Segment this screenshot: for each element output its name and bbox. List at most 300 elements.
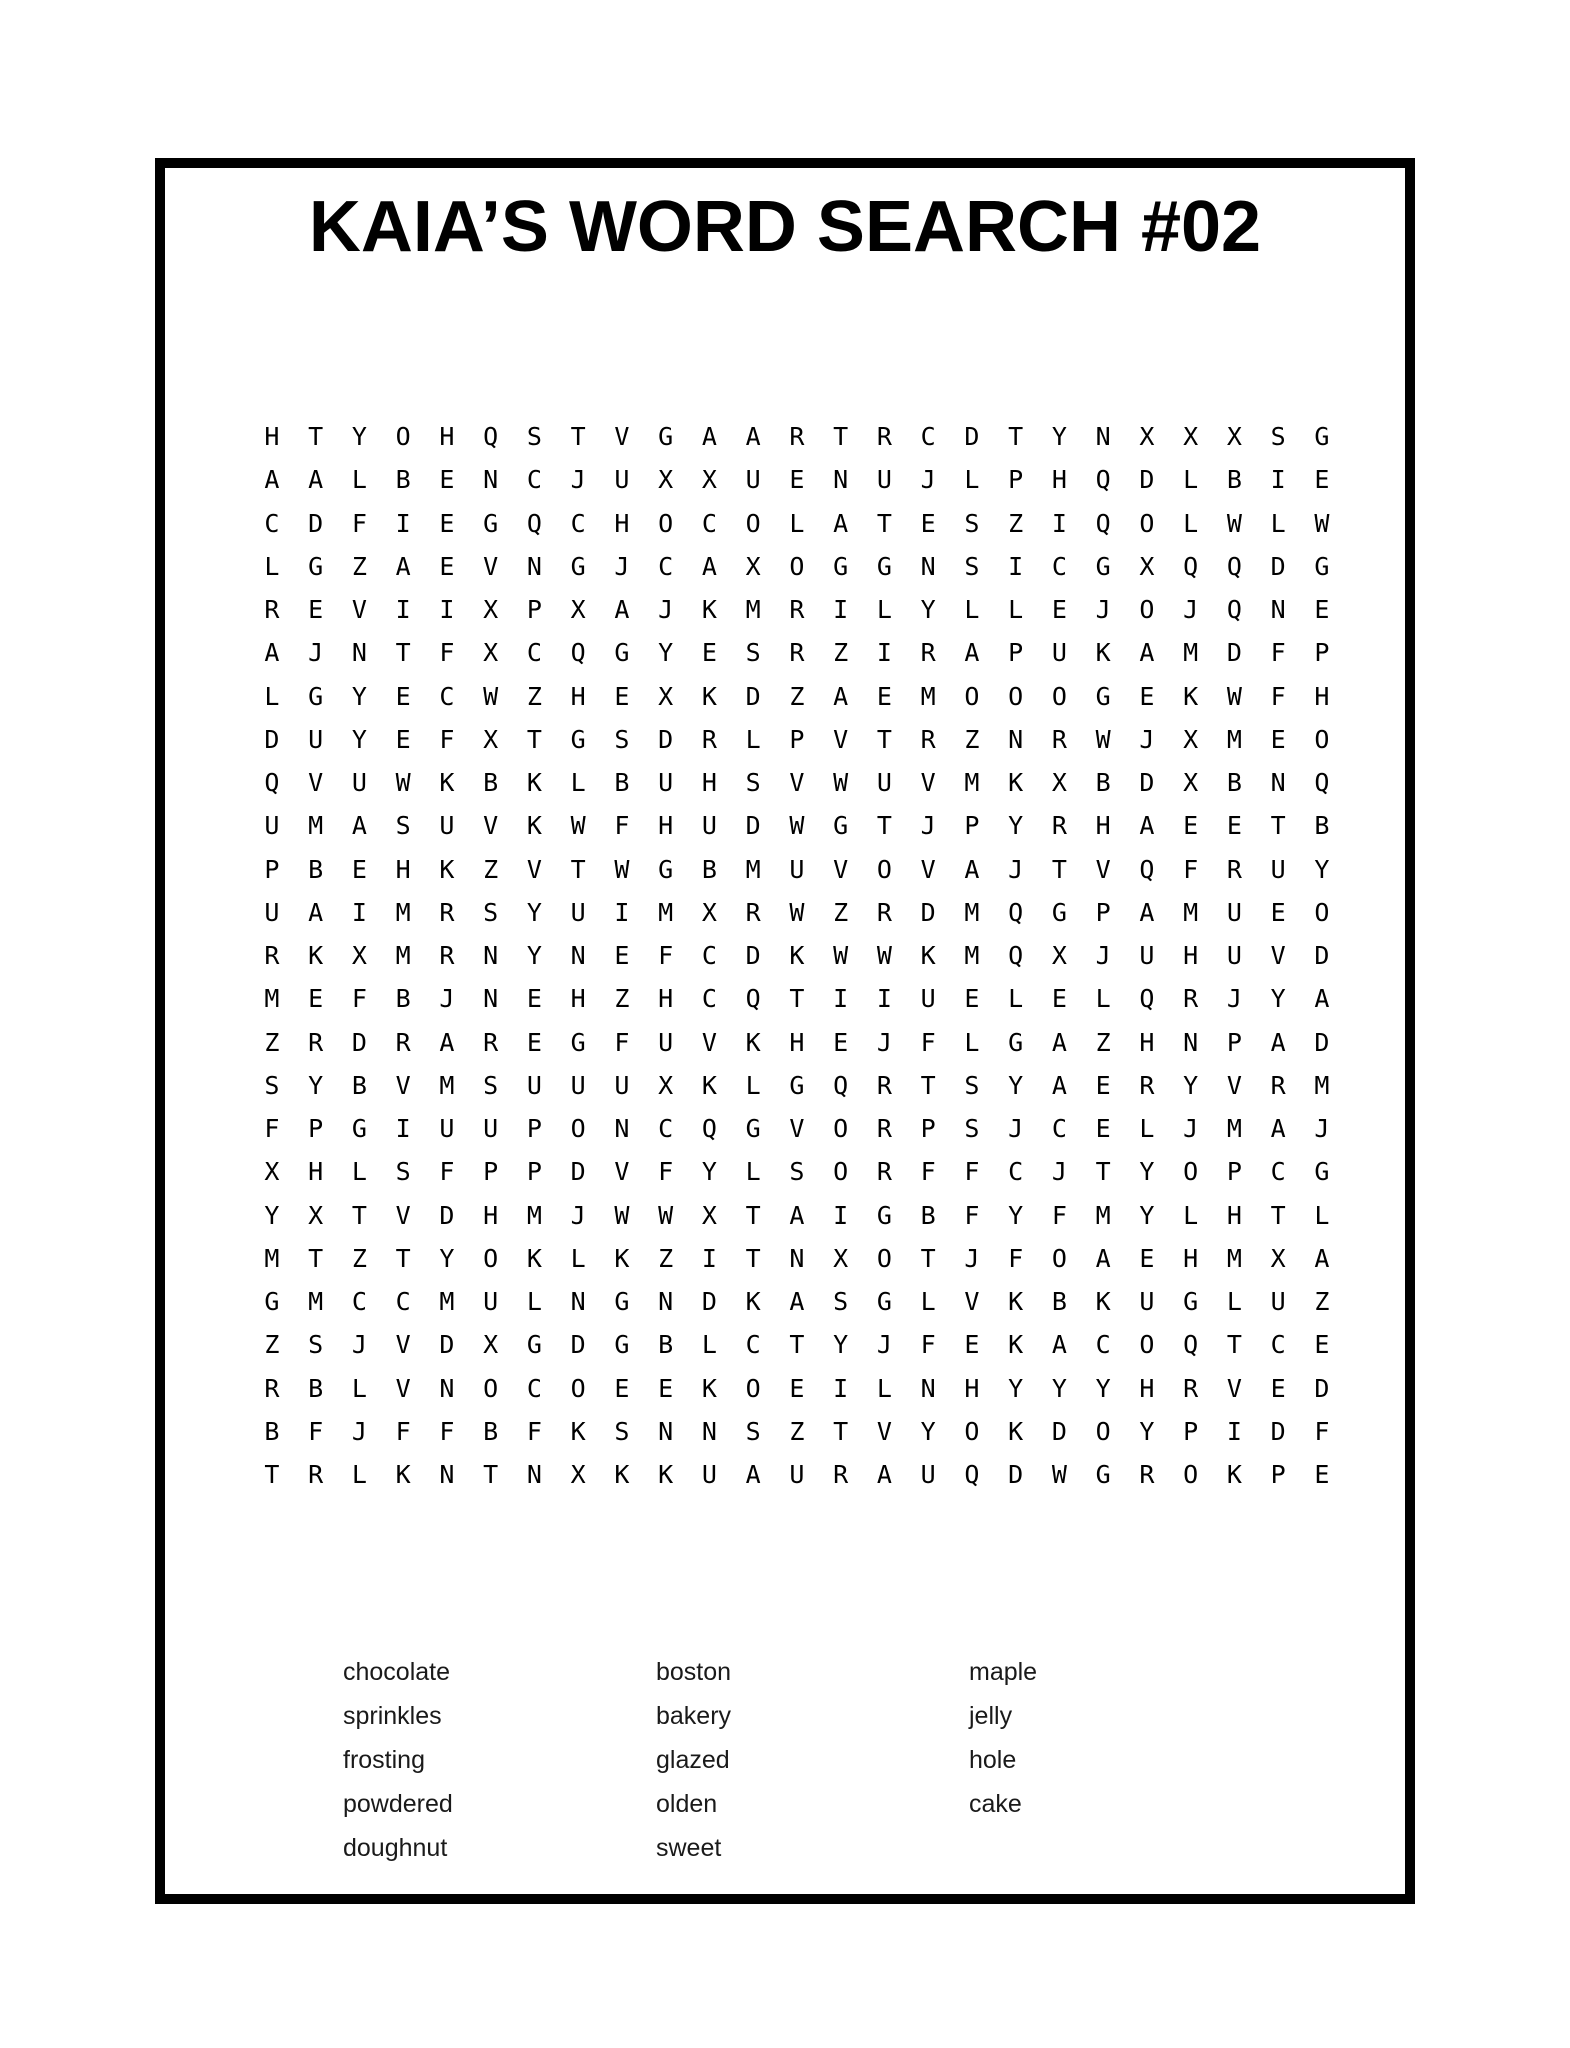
grid-letter[interactable]: U: [264, 811, 280, 841]
grid-letter[interactable]: U: [876, 465, 892, 495]
grid-letter[interactable]: V: [1095, 854, 1111, 884]
grid-letter[interactable]: C: [658, 551, 674, 581]
grid-letter[interactable]: S: [483, 1070, 499, 1100]
grid-letter[interactable]: G: [789, 1070, 805, 1100]
grid-letter[interactable]: E: [1314, 1460, 1330, 1489]
grid-letter[interactable]: O: [876, 854, 892, 884]
grid-letter[interactable]: E: [1183, 811, 1199, 841]
grid-letter[interactable]: N: [1183, 1027, 1199, 1057]
grid-letter[interactable]: D: [1139, 768, 1155, 797]
grid-letter[interactable]: L: [1183, 508, 1199, 538]
grid-letter[interactable]: O: [1314, 724, 1330, 754]
grid-letter[interactable]: B: [1051, 1287, 1067, 1316]
grid-letter[interactable]: E: [964, 984, 980, 1014]
grid-letter[interactable]: L: [1314, 1200, 1330, 1230]
grid-letter[interactable]: Y: [351, 724, 367, 754]
grid-letter[interactable]: X: [658, 681, 674, 711]
grid-letter[interactable]: U: [1226, 897, 1242, 927]
grid-letter[interactable]: L: [351, 1373, 367, 1403]
grid-letter[interactable]: F: [614, 1027, 630, 1057]
grid-letter[interactable]: V: [395, 1373, 411, 1403]
grid-letter[interactable]: Y: [658, 638, 674, 668]
grid-letter[interactable]: Z: [614, 984, 630, 1014]
grid-letter[interactable]: J: [1051, 1157, 1067, 1187]
grid-letter[interactable]: Y: [1051, 422, 1067, 451]
grid-letter[interactable]: Q: [483, 422, 499, 451]
grid-letter[interactable]: L: [876, 595, 892, 624]
grid-letter[interactable]: G: [658, 854, 674, 884]
grid-letter[interactable]: R: [1139, 1460, 1155, 1489]
grid-letter[interactable]: Y: [264, 1200, 280, 1230]
grid-letter[interactable]: J: [1095, 941, 1111, 970]
grid-letter[interactable]: G: [745, 1114, 761, 1143]
grid-letter[interactable]: F: [1314, 1416, 1330, 1446]
grid-letter[interactable]: Y: [1008, 1070, 1024, 1100]
grid-letter[interactable]: X: [483, 595, 499, 624]
grid-letter[interactable]: Y: [1095, 1373, 1111, 1403]
grid-letter[interactable]: R: [920, 638, 936, 668]
grid-letter[interactable]: X: [1051, 941, 1067, 970]
grid-letter[interactable]: V: [614, 422, 630, 451]
grid-letter[interactable]: E: [439, 551, 455, 581]
grid-letter[interactable]: G: [351, 1114, 367, 1143]
grid-letter[interactable]: D: [439, 1330, 455, 1360]
grid-letter[interactable]: Y: [1008, 811, 1024, 841]
grid-letter[interactable]: B: [658, 1330, 674, 1360]
grid-letter[interactable]: U: [745, 465, 761, 495]
grid-letter[interactable]: P: [1095, 897, 1111, 927]
grid-letter[interactable]: E: [1095, 1070, 1111, 1100]
grid-letter[interactable]: T: [1008, 422, 1024, 451]
grid-letter[interactable]: O: [745, 508, 761, 538]
grid-letter[interactable]: R: [876, 897, 892, 927]
grid-letter[interactable]: G: [876, 1287, 892, 1316]
grid-letter[interactable]: M: [920, 681, 936, 711]
grid-letter[interactable]: F: [351, 984, 367, 1014]
grid-letter[interactable]: Y: [526, 941, 542, 970]
grid-letter[interactable]: V: [964, 1287, 980, 1316]
grid-letter[interactable]: Q: [1139, 854, 1155, 884]
grid-letter[interactable]: B: [351, 1070, 367, 1100]
grid-letter[interactable]: B: [614, 768, 630, 797]
grid-letter[interactable]: G: [876, 551, 892, 581]
grid-letter[interactable]: V: [395, 1200, 411, 1230]
grid-letter[interactable]: V: [920, 854, 936, 884]
grid-letter[interactable]: I: [614, 897, 630, 927]
grid-letter[interactable]: H: [1226, 1200, 1242, 1230]
grid-letter[interactable]: H: [570, 984, 586, 1014]
grid-letter[interactable]: K: [570, 1416, 586, 1446]
grid-letter[interactable]: T: [876, 724, 892, 754]
grid-letter[interactable]: X: [1139, 551, 1155, 581]
grid-letter[interactable]: U: [614, 465, 630, 495]
grid-letter[interactable]: D: [570, 1330, 586, 1360]
grid-letter[interactable]: Q: [1183, 1330, 1199, 1360]
grid-letter[interactable]: W: [1226, 508, 1242, 538]
grid-letter[interactable]: M: [658, 897, 674, 927]
grid-letter[interactable]: N: [920, 551, 936, 581]
grid-letter[interactable]: D: [745, 941, 761, 970]
grid-letter[interactable]: X: [658, 1070, 674, 1100]
grid-letter[interactable]: K: [439, 854, 455, 884]
grid-letter[interactable]: B: [308, 854, 324, 884]
grid-letter[interactable]: M: [1095, 1200, 1111, 1230]
grid-letter[interactable]: R: [876, 1070, 892, 1100]
grid-letter[interactable]: R: [308, 1027, 324, 1057]
grid-letter[interactable]: G: [570, 551, 586, 581]
grid-letter[interactable]: O: [658, 508, 674, 538]
grid-letter[interactable]: T: [745, 1200, 761, 1230]
grid-letter[interactable]: W: [833, 768, 849, 797]
grid-letter[interactable]: X: [701, 897, 717, 927]
grid-letter[interactable]: F: [964, 1157, 980, 1187]
grid-letter[interactable]: A: [833, 681, 849, 711]
grid-letter[interactable]: C: [526, 465, 542, 495]
grid-letter[interactable]: E: [876, 681, 892, 711]
grid-letter[interactable]: P: [1008, 638, 1024, 668]
grid-letter[interactable]: U: [701, 811, 717, 841]
grid-letter[interactable]: C: [745, 1330, 761, 1360]
grid-letter[interactable]: E: [701, 638, 717, 668]
grid-letter[interactable]: J: [920, 811, 936, 841]
grid-letter[interactable]: X: [351, 941, 367, 970]
grid-letter[interactable]: W: [570, 811, 586, 841]
grid-letter[interactable]: A: [1314, 1243, 1330, 1273]
grid-letter[interactable]: J: [658, 595, 674, 624]
grid-letter[interactable]: G: [264, 1287, 280, 1316]
grid-letter[interactable]: T: [570, 422, 586, 451]
grid-letter[interactable]: D: [920, 897, 936, 927]
grid-letter[interactable]: Q: [1226, 595, 1242, 624]
grid-letter[interactable]: A: [701, 551, 717, 581]
grid-letter[interactable]: U: [483, 1287, 499, 1316]
grid-letter[interactable]: L: [351, 1460, 367, 1489]
grid-letter[interactable]: K: [1008, 1330, 1024, 1360]
grid-letter[interactable]: A: [1051, 1027, 1067, 1057]
grid-letter[interactable]: Y: [308, 1070, 324, 1100]
grid-letter[interactable]: C: [1270, 1330, 1286, 1360]
grid-letter[interactable]: Z: [1095, 1027, 1111, 1057]
grid-letter[interactable]: J: [1008, 854, 1024, 884]
grid-letter[interactable]: Q: [745, 984, 761, 1014]
grid-letter[interactable]: L: [351, 465, 367, 495]
grid-letter[interactable]: J: [1139, 724, 1155, 754]
grid-letter[interactable]: U: [701, 1460, 717, 1489]
grid-letter[interactable]: G: [833, 811, 849, 841]
grid-letter[interactable]: M: [395, 941, 411, 970]
grid-letter[interactable]: H: [701, 768, 717, 797]
grid-letter[interactable]: W: [789, 811, 805, 841]
grid-letter[interactable]: F: [1270, 638, 1286, 668]
grid-letter[interactable]: I: [876, 638, 892, 668]
grid-letter[interactable]: Q: [1139, 984, 1155, 1014]
grid-letter[interactable]: Z: [833, 897, 849, 927]
grid-letter[interactable]: J: [876, 1330, 892, 1360]
grid-letter[interactable]: Z: [351, 1243, 367, 1273]
grid-letter[interactable]: G: [570, 1027, 586, 1057]
grid-letter[interactable]: B: [395, 465, 411, 495]
grid-letter[interactable]: L: [1139, 1114, 1155, 1143]
grid-letter[interactable]: H: [1139, 1027, 1155, 1057]
grid-letter[interactable]: K: [701, 1373, 717, 1403]
grid-letter[interactable]: B: [920, 1200, 936, 1230]
grid-letter[interactable]: C: [526, 1373, 542, 1403]
grid-letter[interactable]: D: [439, 1200, 455, 1230]
grid-letter[interactable]: Y: [439, 1243, 455, 1273]
grid-letter[interactable]: P: [1183, 1416, 1199, 1446]
grid-letter[interactable]: J: [308, 638, 324, 668]
grid-letter[interactable]: F: [395, 1416, 411, 1446]
grid-letter[interactable]: E: [526, 1027, 542, 1057]
grid-letter[interactable]: X: [570, 595, 586, 624]
grid-letter[interactable]: I: [1051, 508, 1067, 538]
grid-letter[interactable]: T: [876, 508, 892, 538]
grid-letter[interactable]: K: [526, 1243, 542, 1273]
grid-letter[interactable]: N: [789, 1243, 805, 1273]
grid-letter[interactable]: B: [1226, 465, 1242, 495]
grid-letter[interactable]: U: [789, 1460, 805, 1489]
grid-letter[interactable]: X: [833, 1243, 849, 1273]
grid-letter[interactable]: K: [701, 1070, 717, 1100]
grid-letter[interactable]: R: [1051, 811, 1067, 841]
grid-letter[interactable]: T: [789, 984, 805, 1014]
grid-letter[interactable]: J: [920, 465, 936, 495]
grid-letter[interactable]: M: [1226, 1114, 1242, 1143]
grid-letter[interactable]: T: [833, 422, 849, 451]
grid-letter[interactable]: G: [308, 681, 324, 711]
grid-letter[interactable]: P: [526, 1157, 542, 1187]
grid-letter[interactable]: A: [789, 1287, 805, 1316]
grid-letter[interactable]: I: [395, 1114, 411, 1143]
grid-letter[interactable]: Z: [1314, 1287, 1330, 1316]
grid-letter[interactable]: U: [570, 1070, 586, 1100]
grid-letter[interactable]: J: [570, 1200, 586, 1230]
grid-letter[interactable]: K: [526, 768, 542, 797]
grid-letter[interactable]: A: [1051, 1070, 1067, 1100]
grid-letter[interactable]: J: [1183, 595, 1199, 624]
grid-letter[interactable]: Y: [1051, 1373, 1067, 1403]
grid-letter[interactable]: O: [1008, 681, 1024, 711]
grid-letter[interactable]: N: [526, 551, 542, 581]
grid-letter[interactable]: H: [439, 422, 455, 451]
grid-letter[interactable]: T: [1051, 854, 1067, 884]
grid-letter[interactable]: E: [833, 1027, 849, 1057]
grid-letter[interactable]: R: [264, 1373, 280, 1403]
grid-letter[interactable]: C: [658, 1114, 674, 1143]
grid-letter[interactable]: V: [483, 551, 499, 581]
grid-letter[interactable]: G: [1183, 1287, 1199, 1316]
grid-letter[interactable]: M: [1314, 1070, 1330, 1100]
grid-letter[interactable]: X: [745, 551, 761, 581]
grid-letter[interactable]: B: [1314, 811, 1330, 841]
grid-letter[interactable]: T: [833, 1416, 849, 1446]
grid-letter[interactable]: S: [526, 422, 542, 451]
grid-letter[interactable]: V: [308, 768, 324, 797]
grid-letter[interactable]: M: [1183, 897, 1199, 927]
grid-letter[interactable]: U: [439, 811, 455, 841]
grid-letter[interactable]: B: [1226, 768, 1242, 797]
grid-letter[interactable]: W: [1095, 724, 1111, 754]
grid-letter[interactable]: R: [1226, 854, 1242, 884]
grid-letter[interactable]: K: [1095, 638, 1111, 668]
grid-letter[interactable]: S: [1270, 422, 1286, 451]
grid-letter[interactable]: S: [964, 551, 980, 581]
grid-letter[interactable]: E: [439, 465, 455, 495]
grid-letter[interactable]: S: [395, 1157, 411, 1187]
grid-letter[interactable]: Q: [1183, 551, 1199, 581]
grid-letter[interactable]: I: [833, 595, 849, 624]
grid-letter[interactable]: M: [264, 1243, 280, 1273]
grid-letter[interactable]: O: [1314, 897, 1330, 927]
grid-letter[interactable]: Q: [964, 1460, 980, 1489]
grid-letter[interactable]: X: [308, 1200, 324, 1230]
grid-letter[interactable]: U: [789, 854, 805, 884]
grid-letter[interactable]: J: [1183, 1114, 1199, 1143]
grid-letter[interactable]: T: [876, 811, 892, 841]
grid-letter[interactable]: B: [264, 1416, 280, 1446]
grid-letter[interactable]: C: [701, 984, 717, 1014]
grid-letter[interactable]: L: [264, 551, 280, 581]
grid-letter[interactable]: N: [1270, 595, 1286, 624]
grid-letter[interactable]: B: [1095, 768, 1111, 797]
grid-letter[interactable]: U: [1270, 854, 1286, 884]
grid-letter[interactable]: O: [1139, 1330, 1155, 1360]
grid-letter[interactable]: V: [395, 1330, 411, 1360]
grid-letter[interactable]: L: [745, 1070, 761, 1100]
grid-letter[interactable]: A: [1139, 897, 1155, 927]
grid-letter[interactable]: H: [964, 1373, 980, 1403]
grid-letter[interactable]: E: [1139, 681, 1155, 711]
grid-letter[interactable]: W: [395, 768, 411, 797]
grid-letter[interactable]: W: [1051, 1460, 1067, 1489]
grid-letter[interactable]: U: [308, 724, 324, 754]
grid-letter[interactable]: N: [570, 941, 586, 970]
grid-letter[interactable]: A: [264, 465, 280, 495]
grid-letter[interactable]: O: [395, 422, 411, 451]
grid-letter[interactable]: Y: [920, 1416, 936, 1446]
grid-letter[interactable]: G: [526, 1330, 542, 1360]
grid-letter[interactable]: F: [439, 724, 455, 754]
grid-letter[interactable]: K: [701, 595, 717, 624]
grid-letter[interactable]: L: [526, 1287, 542, 1316]
grid-letter[interactable]: L: [1183, 465, 1199, 495]
grid-letter[interactable]: M: [526, 1200, 542, 1230]
grid-letter[interactable]: G: [1314, 551, 1330, 581]
grid-letter[interactable]: X: [658, 465, 674, 495]
grid-letter[interactable]: G: [658, 422, 674, 451]
grid-letter[interactable]: V: [876, 1416, 892, 1446]
grid-letter[interactable]: Y: [1139, 1157, 1155, 1187]
grid-letter[interactable]: V: [1226, 1070, 1242, 1100]
grid-letter[interactable]: F: [920, 1157, 936, 1187]
grid-letter[interactable]: A: [745, 1460, 761, 1489]
grid-letter[interactable]: M: [439, 1287, 455, 1316]
grid-letter[interactable]: I: [833, 1373, 849, 1403]
grid-letter[interactable]: V: [395, 1070, 411, 1100]
grid-letter[interactable]: Y: [1183, 1070, 1199, 1100]
grid-letter[interactable]: I: [439, 595, 455, 624]
grid-letter[interactable]: F: [351, 508, 367, 538]
grid-letter[interactable]: J: [351, 1416, 367, 1446]
grid-letter[interactable]: C: [1051, 1114, 1067, 1143]
grid-letter[interactable]: O: [1139, 508, 1155, 538]
grid-letter[interactable]: H: [658, 811, 674, 841]
grid-letter[interactable]: E: [1095, 1114, 1111, 1143]
grid-letter[interactable]: W: [1314, 508, 1330, 538]
grid-letter[interactable]: F: [658, 1157, 674, 1187]
grid-letter[interactable]: C: [920, 422, 936, 451]
grid-letter[interactable]: I: [1270, 465, 1286, 495]
grid-letter[interactable]: D: [1226, 638, 1242, 668]
grid-letter[interactable]: U: [1051, 638, 1067, 668]
grid-letter[interactable]: L: [1008, 595, 1024, 624]
grid-letter[interactable]: P: [920, 1114, 936, 1143]
grid-letter[interactable]: U: [1139, 1287, 1155, 1316]
grid-letter[interactable]: M: [745, 595, 761, 624]
grid-letter[interactable]: D: [745, 811, 761, 841]
grid-letter[interactable]: C: [439, 681, 455, 711]
grid-letter[interactable]: D: [1314, 1027, 1330, 1057]
grid-letter[interactable]: R: [264, 941, 280, 970]
grid-letter[interactable]: D: [1008, 1460, 1024, 1489]
grid-letter[interactable]: O: [1183, 1157, 1199, 1187]
grid-letter[interactable]: R: [1183, 984, 1199, 1014]
grid-letter[interactable]: Y: [1139, 1416, 1155, 1446]
grid-letter[interactable]: F: [920, 1330, 936, 1360]
grid-letter[interactable]: S: [395, 811, 411, 841]
grid-letter[interactable]: O: [1051, 681, 1067, 711]
grid-letter[interactable]: T: [745, 1243, 761, 1273]
grid-letter[interactable]: B: [395, 984, 411, 1014]
grid-letter[interactable]: I: [876, 984, 892, 1014]
grid-letter[interactable]: O: [1095, 1416, 1111, 1446]
grid-letter[interactable]: A: [701, 422, 717, 451]
grid-letter[interactable]: G: [1008, 1027, 1024, 1057]
grid-letter[interactable]: O: [964, 1416, 980, 1446]
grid-letter[interactable]: F: [1008, 1243, 1024, 1273]
grid-letter[interactable]: I: [1226, 1416, 1242, 1446]
grid-letter[interactable]: S: [264, 1070, 280, 1100]
grid-letter[interactable]: G: [1095, 681, 1111, 711]
grid-letter[interactable]: H: [308, 1157, 324, 1187]
grid-letter[interactable]: P: [526, 595, 542, 624]
grid-letter[interactable]: G: [1051, 897, 1067, 927]
grid-letter[interactable]: J: [1095, 595, 1111, 624]
grid-letter[interactable]: A: [614, 595, 630, 624]
grid-letter[interactable]: E: [308, 595, 324, 624]
grid-letter[interactable]: P: [264, 854, 280, 884]
grid-letter[interactable]: I: [395, 595, 411, 624]
grid-letter[interactable]: T: [351, 1200, 367, 1230]
grid-letter[interactable]: I: [1008, 551, 1024, 581]
grid-letter[interactable]: C: [1095, 1330, 1111, 1360]
grid-letter[interactable]: G: [1314, 1157, 1330, 1187]
grid-letter[interactable]: D: [964, 422, 980, 451]
grid-letter[interactable]: A: [395, 551, 411, 581]
grid-letter[interactable]: C: [570, 508, 586, 538]
grid-letter[interactable]: V: [833, 724, 849, 754]
grid-letter[interactable]: Q: [1008, 897, 1024, 927]
grid-letter[interactable]: T: [483, 1460, 499, 1489]
grid-letter[interactable]: U: [483, 1114, 499, 1143]
grid-letter[interactable]: S: [614, 1416, 630, 1446]
grid-letter[interactable]: O: [1051, 1243, 1067, 1273]
grid-letter[interactable]: E: [308, 984, 324, 1014]
grid-letter[interactable]: O: [1183, 1460, 1199, 1489]
grid-letter[interactable]: U: [1139, 941, 1155, 970]
grid-letter[interactable]: W: [614, 1200, 630, 1230]
grid-letter[interactable]: I: [395, 508, 411, 538]
